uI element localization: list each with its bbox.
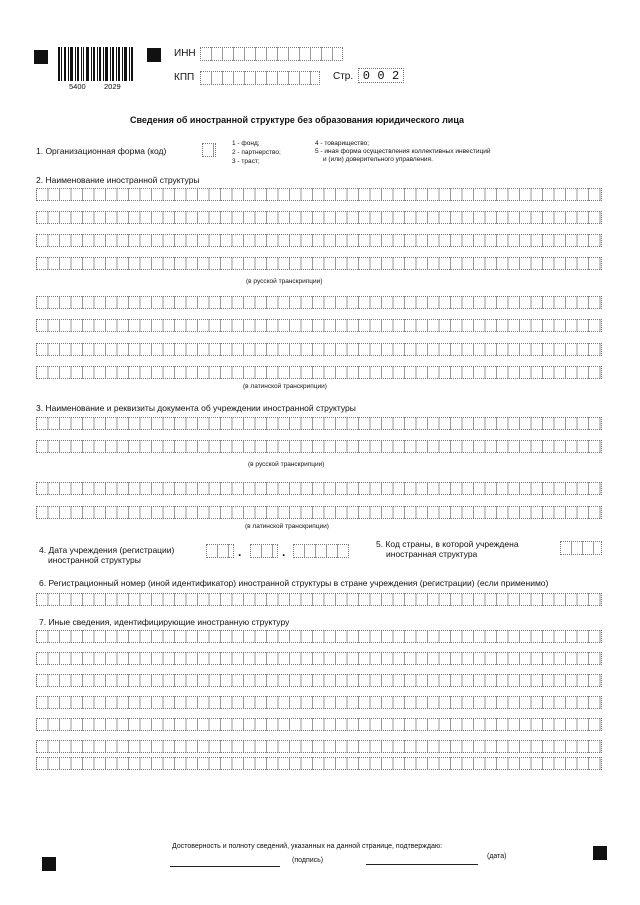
page-label: Стр. [333,71,354,82]
field7-row[interactable] [36,740,602,753]
kpp-field[interactable] [200,71,320,85]
field5-label-cont: иностранная структура [386,549,478,559]
field5-country-code-input[interactable] [560,541,602,555]
field4-label: 4. Дата учреждения (регистрации) [39,545,175,555]
field1-code-input[interactable] [202,143,216,157]
field1-option: 5 - иная форма осуществления коллективных инвестиций [315,148,491,155]
field6-label: 6. Регистрационный номер (иной идентификатор) иностранной структуры в стране учреждения (регистрации) (если применимо) [39,578,549,588]
field1-label: 1. Организационная форма (код) [36,146,167,156]
corner-marker-top-left [34,50,48,64]
barcode [58,47,134,83]
field7-row[interactable] [36,674,602,687]
field3-lat-row[interactable] [36,506,602,519]
field2-ru-row[interactable] [36,257,602,270]
field3-ru-row[interactable] [36,440,602,453]
field7-row[interactable] [36,652,602,665]
field3-ru-row[interactable] [36,417,602,430]
corner-marker-bottom-left [42,857,56,871]
field2-lat-row[interactable] [36,296,602,309]
page-digit: 0 [362,68,370,83]
page-digit: 2 [392,68,400,83]
field7-row[interactable] [36,757,602,770]
confirm-text: Достоверность и полноту сведений, указанных на данной странице, подтверждаю: [172,843,443,850]
field2-label: 2. Наименование иностранной структуры [36,175,200,185]
field7-row[interactable] [36,630,602,643]
field7-row[interactable] [36,718,602,731]
field6-row[interactable] [36,593,602,606]
field1-option: 4 - товарищество; [315,140,370,147]
field7-label: 7. Иные сведения, идентифицирующие иностранную структуру [39,617,290,627]
date-separator: . [282,545,286,559]
field4-day-input[interactable] [206,544,234,558]
barcode-number-right: 2029 [104,82,121,91]
inn-label: ИНН [174,48,196,59]
field7-row[interactable] [36,696,602,709]
signature-line[interactable] [170,866,280,867]
page-title: Сведения об иностранной структуре без образования юридического лица [130,115,464,125]
field1-option: 3 - траст; [232,158,260,165]
kpp-label: КПП [174,72,195,83]
date-line[interactable] [366,864,478,865]
field2-ru-row[interactable] [36,211,602,224]
field2-ru-row[interactable] [36,188,602,201]
field1-option: 2 - партнерство; [232,149,281,156]
field3-hint-ru: (в русской транскрипции) [248,461,325,468]
corner-marker-top-mid [147,48,161,62]
field1-option: 1 - фонд; [232,140,260,147]
field2-lat-row[interactable] [36,343,602,356]
date-caption: (дата) [487,853,507,860]
field2-lat-row[interactable] [36,366,602,379]
field2-lat-row[interactable] [36,319,602,332]
field2-hint-ru: (в русской транскрипции) [246,278,323,285]
page-number-field [358,68,404,83]
field3-hint-lat: (в латинской транскрипции) [245,523,329,530]
field5-label: 5. Код страны, в которой учреждена [376,539,519,549]
field2-ru-row[interactable] [36,234,602,247]
field2-hint-lat: (в латинской транскрипции) [243,383,327,390]
field4-label-cont: иностранной структуры [48,555,141,565]
field4-year-input[interactable] [293,544,349,558]
inn-field[interactable] [200,47,343,61]
field3-label: 3. Наименование и реквизиты документа об учреждении иностранной структуры [36,403,356,413]
signature-caption: (подпись) [292,857,324,864]
corner-marker-bottom-right [593,846,607,860]
page-digit: 0 [377,68,385,83]
barcode-number-left: 5400 [69,82,86,91]
field3-lat-row[interactable] [36,482,602,495]
date-separator: . [238,545,242,559]
field4-month-input[interactable] [250,544,278,558]
field1-option: и (или) доверительного управления. [323,156,433,163]
